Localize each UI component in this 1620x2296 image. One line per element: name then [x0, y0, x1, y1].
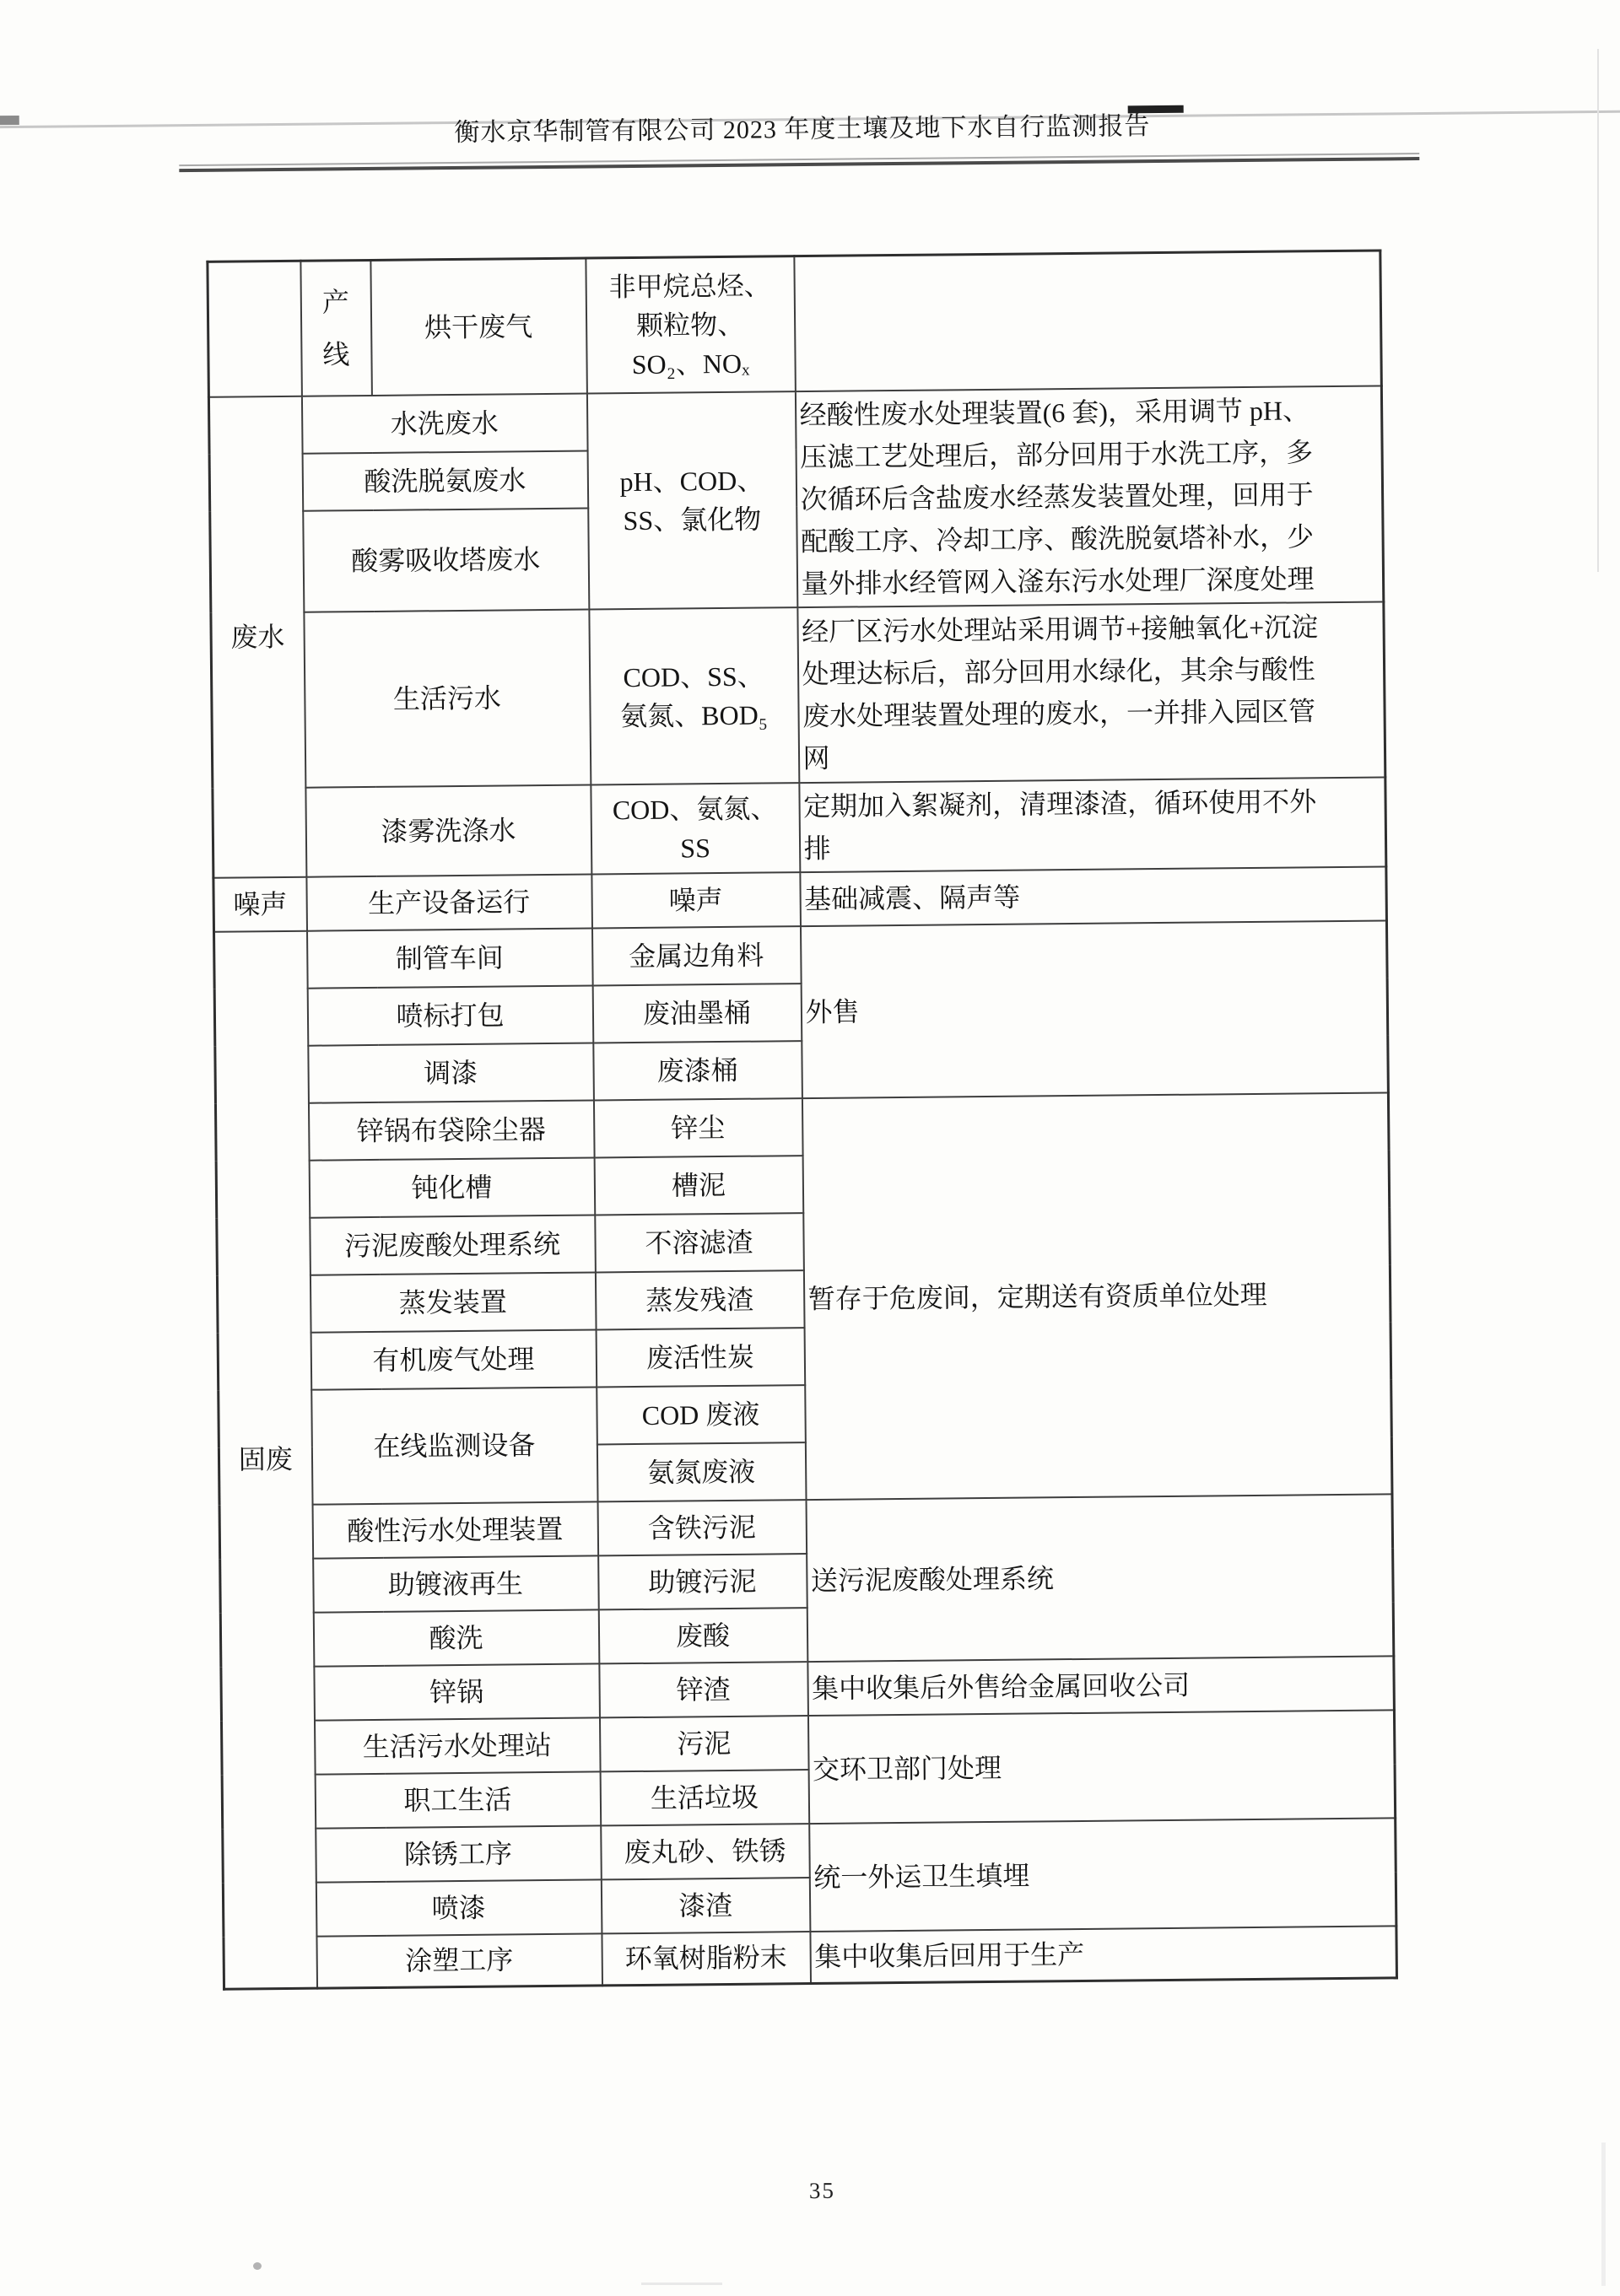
trt-cell: 送污泥废酸处理系统	[806, 1494, 1394, 1662]
pol-cell: 锌尘	[593, 1098, 802, 1157]
prodline-cell: 产 线	[300, 260, 372, 396]
src-cell: 喷标打包	[307, 985, 593, 1045]
src-cell: 钝化槽	[309, 1157, 595, 1217]
src-cell: 生活污水处理站	[314, 1717, 600, 1774]
src-cell: 喷漆	[316, 1879, 602, 1936]
src-cell: 漆雾洗涤水	[305, 784, 591, 876]
src-cell: 烘干废气	[370, 258, 587, 395]
category-cell-wastewater: 废水	[208, 396, 305, 877]
table-row	[221, 1710, 1395, 1775]
pol-cell: 废漆桶	[593, 1041, 802, 1100]
src-cell: 酸洗脱氨废水	[302, 450, 588, 510]
pollution-source-treatment-table	[206, 249, 1398, 1990]
pol-cell: 蒸发残渣	[595, 1270, 804, 1329]
src-cell: 在线监测设备	[311, 1387, 597, 1504]
pol-cell: 助镀污泥	[598, 1554, 807, 1609]
src-cell: 水洗废水	[301, 393, 587, 453]
pol-cell: 废丸砂、铁锈	[601, 1824, 810, 1879]
src-cell: 锌锅	[314, 1663, 600, 1720]
pol-cell: 废活性炭	[596, 1328, 805, 1387]
scan-edge-right	[1597, 49, 1599, 572]
trt-cell: 集中收集后外售给金属回收公司	[807, 1656, 1395, 1716]
page-number: 35	[808, 2177, 836, 2204]
src-cell: 酸洗	[313, 1609, 599, 1666]
category-cell-noise: 噪声	[213, 876, 307, 931]
pol-cell: 金属边角料	[591, 926, 801, 985]
src-cell: 职工生活	[315, 1771, 601, 1828]
src-cell: 蒸发装置	[310, 1272, 596, 1332]
pol-cell: 废油墨桶	[592, 984, 802, 1043]
pol-cell: 漆渣	[601, 1878, 810, 1933]
pol-cell: 污泥	[599, 1716, 808, 1771]
category-cell-blank	[208, 261, 302, 396]
scan-speck	[253, 2262, 262, 2270]
pol-cell: 废酸	[598, 1608, 807, 1663]
trt-cell: 集中收集后回用于生产	[810, 1926, 1397, 1984]
pol-cell: COD、SS、 氨氮、BOD₅	[589, 607, 799, 784]
src-cell: 除锈工序	[316, 1825, 602, 1882]
trt-cell: 外售	[800, 920, 1388, 1098]
pol-cell: COD 废液	[597, 1385, 806, 1444]
pol-cell: 非甲烷总烃、 颗粒物、 SO₂、NOₓ	[586, 256, 796, 393]
trt-cell: 定期加入絮凝剂，清理漆渣，循环使用不外 排	[799, 777, 1386, 872]
report-header-title: 衡水京华制管有限公司 2023 年度土壤及地下水自行监测报告	[454, 112, 1151, 148]
table-row	[215, 1092, 1389, 1161]
pol-cell: 氨氮废液	[597, 1442, 806, 1501]
table-row	[208, 251, 1381, 396]
src-cell: 调漆	[308, 1043, 594, 1102]
trt-cell: 统一外运卫生填埋	[809, 1818, 1396, 1932]
pol-cell: 含铁污泥	[597, 1500, 807, 1555]
trt-cell: 经厂区污水处理站采用调节+接触氧化+沉淀 处理达标后，部分回用水绿化，其余与酸性 废水处理装置处理的废水，一并排入园区管 网	[797, 601, 1385, 783]
table-row	[213, 777, 1386, 877]
src-cell: 生活污水	[304, 609, 591, 787]
trt-cell-blank	[794, 251, 1382, 391]
table-row	[208, 385, 1382, 454]
trt-cell: 基础减震、隔声等	[800, 866, 1387, 926]
pol-cell: 不溶滤渣	[595, 1213, 804, 1272]
pol-cell: 环氧树脂粉末	[602, 1932, 811, 1986]
src-cell: 生产设备运行	[306, 874, 592, 930]
src-cell: 制管车间	[307, 928, 593, 988]
table-row	[219, 1494, 1393, 1559]
pol-cell: 槽泥	[594, 1156, 803, 1215]
src-cell: 酸性污水处理装置	[312, 1501, 598, 1558]
pol-cell: 锌渣	[599, 1662, 808, 1717]
table-row	[211, 601, 1385, 788]
scan-speck	[641, 2283, 722, 2285]
trt-cell: 经酸性废水处理装置(6 套)，采用调节 pH、 压滤工艺处理后，部分回用于水洗工序，多 次循环后含盐废水经蒸发装置处理，回用于 配酸工序、冷却工序、酸洗脱氨塔补水，少 量外排水经管网入滏东污水处理厂深度处理	[795, 385, 1383, 607]
src-cell: 污泥废酸处理系统	[310, 1215, 596, 1275]
table-row	[223, 1818, 1396, 1883]
src-cell: 助镀液再生	[313, 1555, 599, 1612]
src-cell: 酸雾吸收塔废水	[303, 508, 589, 612]
src-cell: 有机废气处理	[310, 1329, 597, 1389]
trt-cell: 交环卫部门处理	[807, 1710, 1395, 1824]
trt-cell: 暂存于危废间，定期送有资质单位处理	[802, 1092, 1392, 1500]
src-cell: 锌锅布袋除尘器	[308, 1100, 594, 1160]
table-row	[224, 1926, 1397, 1989]
table-row	[214, 920, 1388, 989]
pol-cell: 生活垃圾	[600, 1770, 809, 1825]
src-cell: 涂塑工序	[316, 1933, 602, 1988]
pol-cell: COD、氨氮、 SS	[591, 783, 800, 874]
category-cell-solid-waste: 固废	[214, 930, 317, 1989]
pol-cell: 噪声	[591, 872, 801, 928]
pol-cell: pH、COD、 SS、氯化物	[586, 391, 796, 609]
scan-speck	[1601, 2142, 1606, 2286]
